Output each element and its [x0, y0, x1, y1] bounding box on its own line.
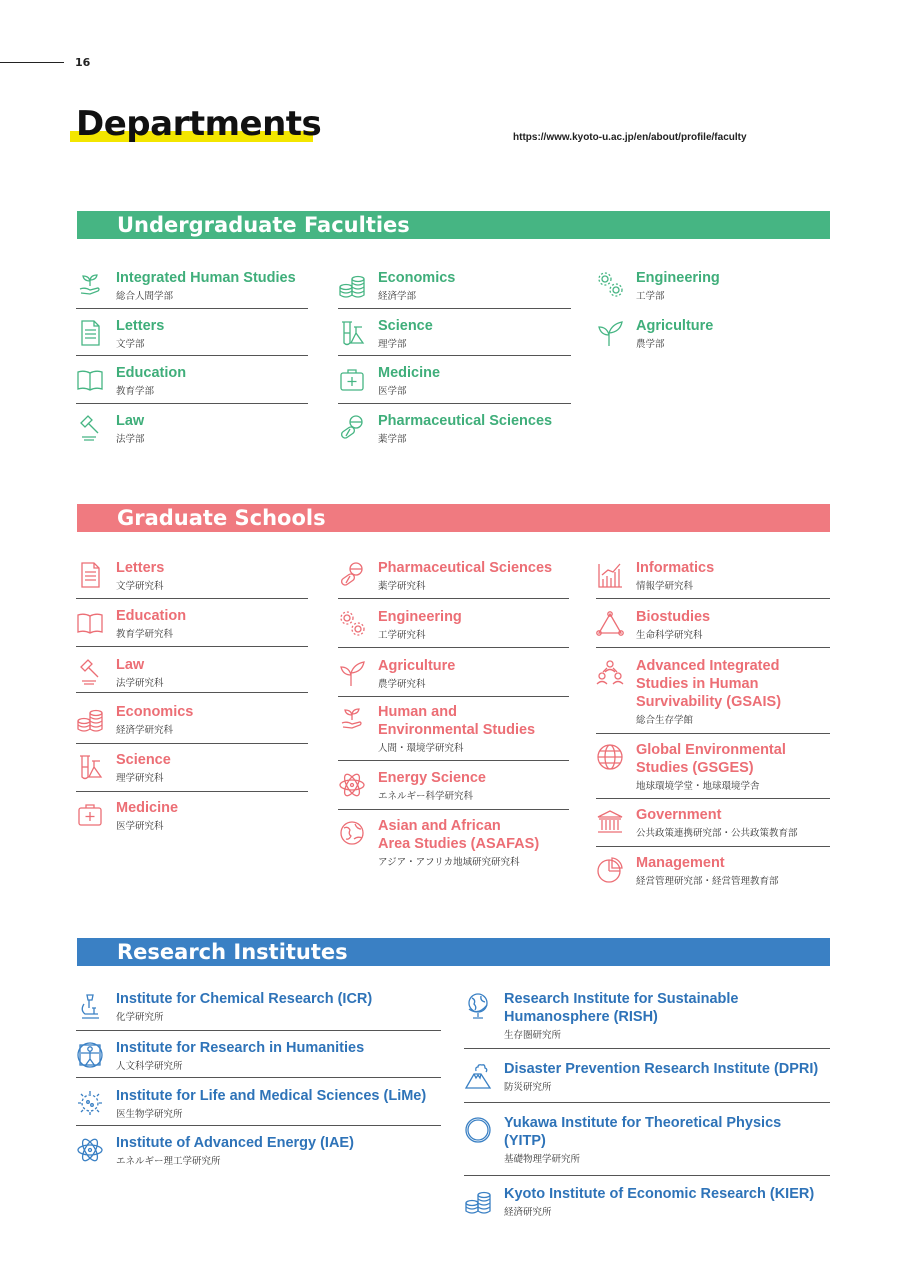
undergraduate-item-engineering[interactable] — [596, 269, 830, 309]
item-name-ja: 薬学部 — [378, 434, 407, 445]
institutes-item-institute-for-life-and-medical-sciences-lime[interactable] — [76, 1087, 441, 1126]
hand-plant-icon — [338, 705, 366, 733]
item-name-ja: 地球環境学堂・地球環境学舎 — [636, 781, 760, 792]
item-name-en — [636, 317, 713, 335]
book-icon — [76, 366, 104, 394]
gears-icon — [338, 610, 366, 638]
item-name-en — [504, 1114, 781, 1150]
item-name-ja: 文学研究科 — [116, 581, 164, 592]
graduate-item-asian-and-african-area-studies-asafas[interactable] — [338, 817, 569, 871]
undergraduate-item-law[interactable] — [76, 412, 308, 448]
item-name-ja: 工学研究科 — [378, 630, 426, 641]
item-name-en — [116, 703, 193, 721]
item-name-en — [378, 769, 486, 787]
graduate-item-economics[interactable] — [76, 703, 308, 744]
gavel-icon — [76, 414, 104, 442]
item-name-line-1: Medicine — [116, 800, 179, 816]
graduate-item-biostudies[interactable] — [596, 608, 830, 648]
item-name-line-1: Science — [378, 318, 433, 334]
item-name-line-1: Human and — [378, 704, 457, 720]
item-name-ja: 人文科学研究所 — [116, 1061, 183, 1072]
item-name-en — [116, 559, 164, 577]
item-name-line-2: Studies (GSGES) — [636, 760, 754, 776]
item-name-ja: 医生物学研究所 — [116, 1109, 183, 1120]
flask-icon — [338, 319, 366, 347]
item-name-ja: 文学部 — [116, 339, 145, 350]
globe-icon — [596, 743, 624, 771]
building-icon — [596, 808, 624, 836]
item-name-ja: 経済学研究科 — [116, 725, 174, 736]
atom-icon — [76, 1136, 104, 1164]
pills-icon — [338, 561, 366, 589]
graduate-item-agriculture[interactable] — [338, 657, 569, 697]
document-icon — [76, 561, 104, 589]
item-name-ja: 基礎物理学研究所 — [504, 1154, 581, 1165]
item-name-ja: 理学研究科 — [116, 773, 164, 784]
item-name-line-1: Agriculture — [636, 318, 714, 334]
item-name-ja: 防災研究所 — [504, 1082, 552, 1093]
atom-icon — [338, 771, 366, 799]
formula-badge-icon — [464, 1116, 492, 1144]
graduate-item-pharmaceutical-sciences[interactable] — [338, 559, 569, 599]
item-name-line-1: Management — [636, 855, 725, 871]
item-name-ja: エネルギー理工学研究所 — [116, 1156, 221, 1167]
institutes-item-institute-of-advanced-energy-iae[interactable] — [76, 1134, 441, 1170]
undergraduate-item-science[interactable] — [338, 317, 571, 356]
microscope-icon — [76, 992, 104, 1020]
item-name-en — [636, 559, 714, 577]
undergraduate-item-medicine[interactable] — [338, 364, 571, 404]
item-name-line-1: Law — [116, 413, 145, 429]
item-name-ja: 生命科学研究科 — [636, 630, 703, 641]
institutes-heading: Research Institutes — [77, 938, 830, 966]
item-name-en — [504, 990, 738, 1026]
hand-plant-icon — [76, 271, 104, 299]
item-name-en — [636, 806, 721, 824]
gears-icon — [596, 271, 624, 299]
item-name-ja: 総合人間学部 — [116, 291, 174, 302]
item-name-en — [636, 741, 786, 777]
item-name-line-1: Medicine — [378, 365, 441, 381]
undergraduate-item-economics[interactable] — [338, 269, 571, 309]
item-name-line-1: Government — [636, 807, 722, 823]
item-name-en — [116, 269, 296, 287]
flask-icon — [76, 753, 104, 781]
item-name-line-1: Letters — [116, 560, 165, 576]
item-name-line-2: Studies in Human — [636, 676, 759, 692]
graduate-item-engineering[interactable] — [338, 608, 569, 648]
undergraduate-item-pharmaceutical-sciences[interactable] — [338, 412, 571, 448]
item-name-line-1: Pharmaceutical Sciences — [378, 560, 553, 576]
sprout-icon — [596, 319, 624, 347]
item-name-ja: 教育学研究科 — [116, 629, 174, 640]
item-name-line-1: Institute for Life and Medical Sciences (LiMe) — [116, 1088, 427, 1104]
item-name-line-2: Environmental Studies — [378, 722, 536, 738]
item-name-line-1: Asian and African — [378, 818, 501, 834]
globe-stand-icon — [464, 992, 492, 1020]
item-name-line-1: Integrated Human Studies — [116, 270, 296, 286]
item-name-en — [116, 751, 171, 769]
medical-kit-icon — [76, 801, 104, 829]
graduate-item-informatics[interactable] — [596, 559, 830, 599]
item-name-ja: 医学研究科 — [116, 821, 164, 832]
item-name-en — [116, 317, 164, 335]
document-icon — [76, 319, 104, 347]
item-name-en — [116, 1039, 364, 1057]
pills-icon — [338, 414, 366, 442]
graduate-item-law[interactable] — [76, 656, 308, 693]
item-name-line-1: Institute of Advanced Energy (IAE) — [116, 1135, 354, 1151]
item-name-line-1: Yukawa Institute for Theoretical Physics — [504, 1115, 782, 1131]
item-name-en — [378, 657, 455, 675]
graduate-item-letters[interactable] — [76, 559, 308, 599]
item-name-line-1: Science — [116, 752, 171, 768]
page-title: Departments — [76, 104, 322, 144]
item-name-ja: 農学研究科 — [378, 679, 426, 690]
item-name-en — [378, 317, 433, 335]
institutes-item-institute-for-chemical-research-icr[interactable] — [76, 990, 441, 1031]
item-name-en — [378, 412, 552, 430]
item-name-line-2: (YITP) — [504, 1133, 546, 1149]
graduate-item-management[interactable] — [596, 854, 830, 890]
globe-map-icon — [338, 819, 366, 847]
item-name-ja: エネルギー科学研究科 — [378, 791, 474, 802]
item-name-ja: 経営管理研究部・経営管理教育部 — [636, 876, 779, 887]
graduate-item-medicine[interactable] — [76, 799, 308, 835]
item-name-en — [636, 608, 710, 626]
item-name-line-1: Letters — [116, 318, 165, 334]
item-name-en — [116, 364, 186, 382]
item-name-en — [116, 607, 186, 625]
item-name-en — [378, 703, 535, 739]
item-name-en — [636, 657, 781, 711]
graduate-item-education[interactable] — [76, 607, 308, 647]
item-name-ja: 化学研究所 — [116, 1012, 164, 1023]
item-name-en — [378, 559, 552, 577]
item-name-line-1: Kyoto Institute of Economic Research (KIER) — [504, 1186, 815, 1202]
undergraduate-item-education[interactable] — [76, 364, 308, 404]
institutes-item-disaster-prevention-research-institute-dpri[interactable] — [464, 1060, 830, 1103]
item-name-line-1: Economics — [116, 704, 194, 720]
item-name-en — [116, 656, 144, 674]
book-icon — [76, 609, 104, 637]
graduate-item-energy-science[interactable] — [338, 769, 569, 810]
item-name-ja: 人間・環境学研究科 — [378, 743, 464, 754]
item-name-ja: 経済学部 — [378, 291, 417, 302]
svg-text:E=mc²: E=mc² — [469, 1128, 487, 1134]
item-name-en — [116, 799, 178, 817]
item-name-line-1: Energy Science — [378, 770, 486, 786]
graduate-item-human-and-environmental-studies[interactable] — [338, 703, 569, 761]
qr-code-icon[interactable] — [786, 100, 830, 144]
cell-icon — [76, 1089, 104, 1117]
medical-kit-icon — [338, 366, 366, 394]
item-name-en — [636, 854, 725, 872]
graduate-heading: Graduate Schools — [77, 504, 830, 532]
vitruvian-icon — [76, 1041, 104, 1069]
graduate-item-government[interactable] — [596, 806, 830, 847]
faculty-url-link[interactable]: https://www.kyoto-u.ac.jp/en/about/profile/faculty — [513, 132, 747, 143]
item-name-ja: 経済研究所 — [504, 1207, 552, 1218]
undergraduate-item-letters[interactable] — [76, 317, 308, 356]
gavel-icon — [76, 658, 104, 686]
item-name-ja: 理学部 — [378, 339, 407, 350]
pie-chart-icon — [596, 856, 624, 884]
item-name-ja: 教育学部 — [116, 386, 155, 397]
item-name-ja: 農学部 — [636, 339, 665, 350]
item-name-line-1: Institute for Chemical Research (ICR) — [116, 991, 373, 1007]
item-name-line-1: Institute for Research in Humanities — [116, 1040, 365, 1056]
undergraduate-item-integrated-human-studies[interactable] — [76, 269, 308, 309]
item-name-line-1: Advanced Integrated — [636, 658, 780, 674]
undergraduate-item-agriculture[interactable] — [596, 317, 830, 353]
institutes-item-yukawa-institute-for-theoretical-physics-yitp[interactable] — [464, 1114, 830, 1176]
institutes-item-kyoto-institute-of-economic-research-kier[interactable] — [464, 1185, 830, 1221]
item-name-line-1: Education — [116, 365, 187, 381]
graduate-item-science[interactable] — [76, 751, 308, 792]
item-name-line-1: Informatics — [636, 560, 715, 576]
item-name-ja: 法学研究科 — [116, 678, 164, 689]
item-name-line-1: Global Environmental — [636, 742, 786, 758]
item-name-line-2: Area Studies (ASAFAS) — [378, 836, 540, 852]
item-name-line-2: Humanosphere (RISH) — [504, 1009, 658, 1025]
item-name-en — [116, 412, 144, 430]
header-rule — [0, 62, 64, 63]
triangle-network-icon — [596, 610, 624, 638]
graduate-item-global-environmental-studies-gsges[interactable] — [596, 741, 830, 799]
item-name-ja: アジア・アフリカ地域研究研究科 — [378, 857, 520, 868]
item-name-en — [378, 817, 539, 853]
volcano-icon — [464, 1062, 492, 1090]
item-name-ja: 法学部 — [116, 434, 145, 445]
bar-chart-icon — [596, 561, 624, 589]
institutes-item-institute-for-research-in-humanities[interactable] — [76, 1039, 441, 1078]
item-name-line-1: Biostudies — [636, 609, 711, 625]
item-name-ja: 総合生存学館 — [636, 715, 694, 726]
title-block — [76, 104, 321, 144]
sprout-icon — [338, 659, 366, 687]
item-name-line-1: Disaster Prevention Research Institute (DPRI) — [504, 1061, 819, 1077]
people-network-icon — [596, 659, 624, 687]
item-name-ja: 薬学研究科 — [378, 581, 426, 592]
coins-icon — [338, 271, 366, 299]
item-name-en — [116, 1134, 354, 1152]
coins-icon — [464, 1187, 492, 1215]
item-name-line-1: Engineering — [636, 270, 720, 286]
item-name-line-1: Agriculture — [378, 658, 456, 674]
item-name-en — [378, 269, 455, 287]
item-name-ja: 生存圏研究所 — [504, 1030, 562, 1041]
item-name-en — [378, 608, 462, 626]
graduate-item-advanced-integrated-studies-in-human[interactable] — [596, 657, 830, 734]
item-name-line-1: Pharmaceutical Sciences — [378, 413, 553, 429]
page-number: 16 — [75, 56, 91, 69]
item-name-line-1: Law — [116, 657, 145, 673]
item-name-ja: 工学部 — [636, 291, 665, 302]
item-name-line-1: Research Institute for Sustainable — [504, 991, 739, 1007]
item-name-en — [636, 269, 720, 287]
item-name-en — [116, 1087, 426, 1105]
item-name-ja: 公共政策連携研究部・公共政策教育部 — [636, 828, 798, 839]
item-name-ja: 情報学研究科 — [636, 581, 694, 592]
item-name-ja: 医学部 — [378, 386, 407, 397]
undergraduate-heading: Undergraduate Faculties — [77, 211, 830, 239]
item-name-line-1: Economics — [378, 270, 456, 286]
coins-icon — [76, 705, 104, 733]
item-name-en — [504, 1060, 818, 1078]
item-name-line-1: Education — [116, 608, 187, 624]
item-name-en — [504, 1185, 814, 1203]
item-name-en — [378, 364, 440, 382]
item-name-line-1: Engineering — [378, 609, 462, 625]
institutes-item-research-institute-for-sustainable-humanosphere-rish[interactable] — [464, 990, 830, 1049]
item-name-line-3: Survivability (GSAIS) — [636, 694, 782, 710]
item-name-en — [116, 990, 372, 1008]
